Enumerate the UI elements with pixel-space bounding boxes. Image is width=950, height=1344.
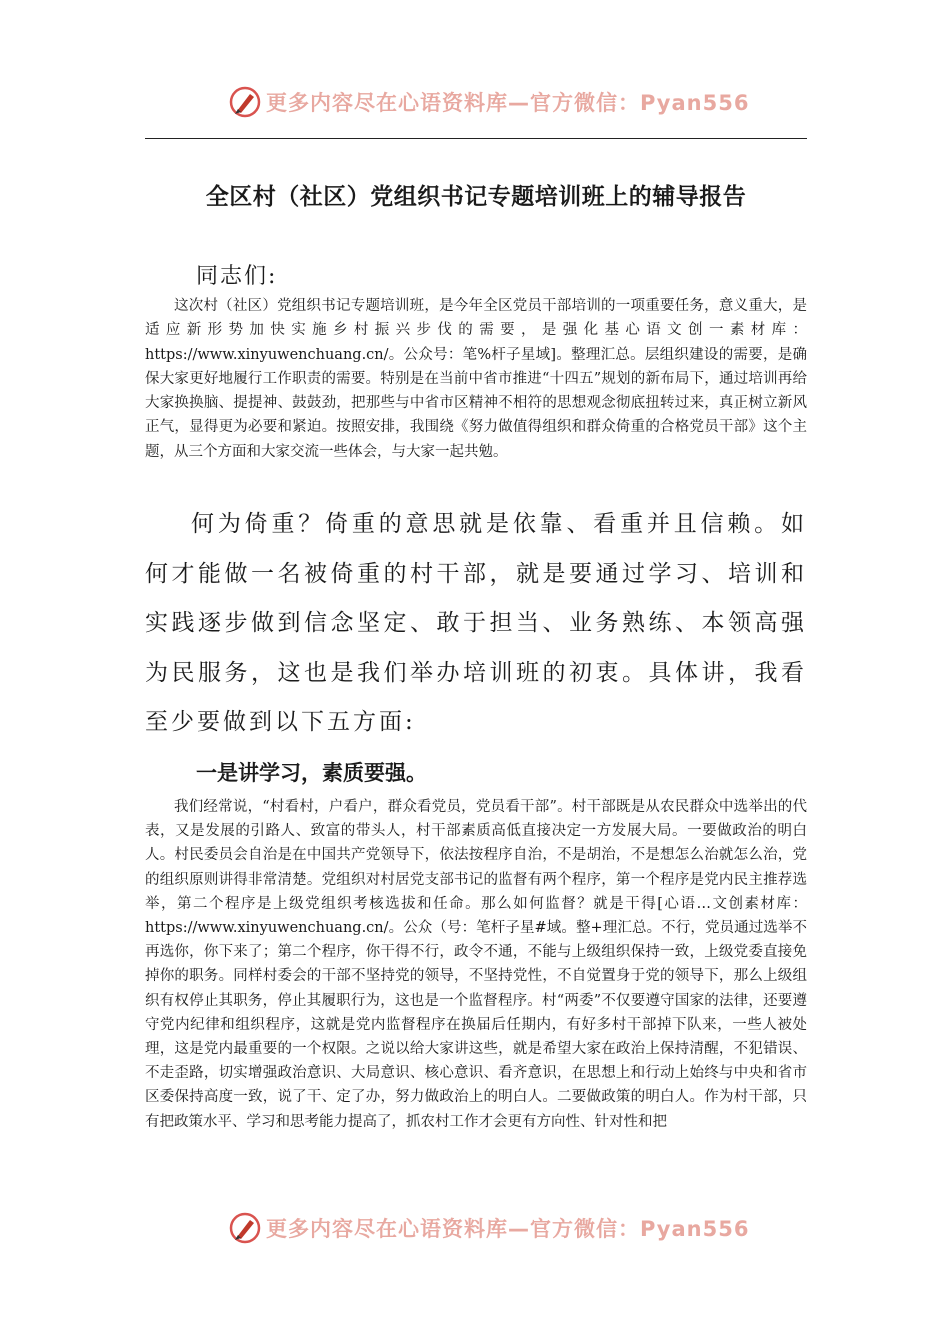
opening-paragraph: 这次村（社区）党组织书记专题培训班，是今年全区党员干部培训的一项重要任务，意义重大，是适应新形势加快实施乡村振兴步伐的需要，是强化基心语文创一素材库：https://www.xinyuwenchuang.cn/。公众号：笔%杆子星域]。整理汇总。层组织建设的需要，是确保大家更好地履行工作职责的需要。特别是在当前中省市推进“十四五”规划的新布局下，通过培训再给大家换换脑、提提神、鼓鼓劲，把那些与中省市区精神不相符的思想观念彻底扭转过来，真正树立新风正气，显得更为必要和紧迫。按照安排，我围绕《努力做值得组织和群众倚重的合格党员干部》这个主题，从三个方面和大家交流一些体会，与大家一起共勉。 bbox=[145, 298, 807, 460]
pen-nib-logo-icon bbox=[228, 85, 262, 119]
body-paragraph: 我们经常说，“村看村，户看户，群众看党员，党员看干部”。村干部既是从农民群众中选举出的代表，又是发展的引路人、致富的带头人，村干部素质高低直接决定一方发展大局。一要做政治的明白人。村民委员会自治是在中国共产党领导下，依法按程序自治，不是胡治，不是想怎么治就怎么治，党的组织原则讲得非常清楚。党组织对村居党支部书记的监督有两个程序，第一个程序是党内民主推荐选举，第二个程序是上级党组织考核选拔和任命。那么如何监督？就是干得[心语…文创素材库：https://www.xinyuwenchuang.cn/。公众（号：笔杆子星#域。整+理汇总。不行，党员通过选举不再选你，你下来了；第二个程序，你干得不行，政令不通，不能与上级组织保持一致，上级党委直接免掉你的职务。同样村委会的干部不坚持党的领导，不坚持党性，不自觉置身于党的领导下，那么上级组织有权停止其职务，停止其履职行为，这也是一个监督程序。村“两委”不仅要遵守国家的法律，还要遵守党内纪律和组织程序，这就是党内监督程序在换届后任期内，有好多村干部掉下队来，一些人被处理，这是党内最重要的一个权限。之说以给大家讲这些，就是希望大家在政治上保持清醒，不犯错误、不走歪路，切实增强政治意识、大局意识、核心意识、看齐意识，在思想上和行动上始终与中央和省市区委保持高度一致，说了干、定了办，努力做政治上的明白人。二要做政策的明白人。作为村干部，只有把政策水平、学习和思考能力提高了，抓农村工作才会更有方向性、针对性和把 bbox=[145, 799, 807, 1130]
pen-nib-logo-icon bbox=[228, 1211, 262, 1245]
section-heading: 一是讲学习，素质要强。 bbox=[196, 761, 427, 785]
emphasis-paragraph: 何为倚重？倚重的意思就是依靠、看重并且信赖。如何才能做一名被倚重的村干部，就是要通过学习、培训和实践逐步做到信念坚定、敢于担当、业务熟练、本领高强为民服务，这也是我们举办培训班的初衷。具体讲，我看至少要做到以下五方面: bbox=[145, 511, 807, 735]
footer-banner-text: 更多内容尽在心语资料库—官方微信：Pyan556 bbox=[266, 1217, 750, 1241]
document-title: 全区村（社区）党组织书记专题培训班上的辅导报告 bbox=[205, 184, 747, 210]
salutation: 同志们: bbox=[196, 264, 278, 289]
header-divider bbox=[145, 138, 807, 139]
header-banner bbox=[228, 82, 749, 122]
header-banner-text: 更多内容尽在心语资料库—官方微信：Pyan556 bbox=[266, 91, 750, 115]
footer-banner bbox=[228, 1208, 749, 1248]
